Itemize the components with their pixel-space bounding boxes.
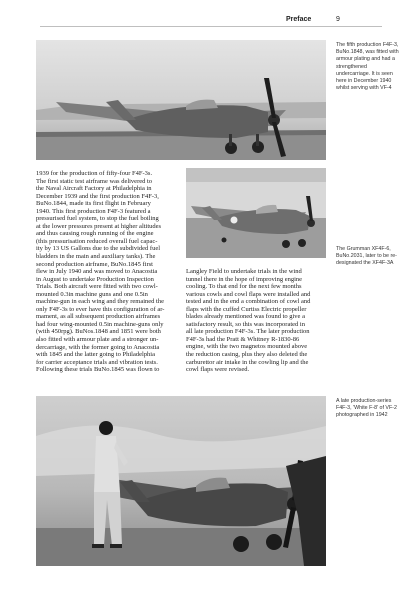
body-line: also fitted with armour plate and a stronger un- <box>36 336 159 344</box>
caption-top: The fifth production F4F-3, BuNo.1848, was fitted with armour plating and had a strengthened undercarriage. It is seen here in December 1940 whilst serving with VF-4 <box>336 42 399 92</box>
body-line: dercarriage, with the former going to Anacostia <box>36 343 160 351</box>
body-line: for carrier acceptance trials and vibration tests. <box>36 358 158 366</box>
body-line: 1939 for the production of fifty-four F4F-3s. <box>36 170 153 177</box>
body-line: BuNo.1844, made its first flight in February <box>36 200 151 208</box>
body-line: pressurised fuel system, to stop the fuel boiling <box>36 215 159 223</box>
body-line: in August to undertake Production Inspection <box>36 275 154 283</box>
running-header <box>0 16 420 28</box>
body-line: second production airframe, BuNo.1845 first <box>36 260 153 268</box>
caption-middle: The Grumman XF4F-6, BuNo.2031, later to be re-designated the XF4F-3A <box>336 246 397 267</box>
body-line: flaps with the cuffed Curtiss Electric propeller <box>186 305 307 313</box>
body-line: carburettor air intake in the cowling lip and the <box>186 358 309 366</box>
section-title: Preface <box>286 16 312 23</box>
body-line: Following these trials BuNo.1845 was flown to <box>36 366 160 374</box>
body-line: various cowls and cowl flaps were installed and <box>186 290 311 298</box>
photo-white-f8-vf2 <box>36 396 326 566</box>
body-line: machine-gun in each wing and they remained the <box>36 298 164 306</box>
body-line: with 1845 and the latter going to Philadelphia <box>36 351 155 359</box>
body-line: flew in July 1940 and was moved to Anacostia <box>36 268 158 276</box>
body-line: all late production F4F-3s. The later production <box>186 328 310 336</box>
body-line: The first static test airframe was delivered to <box>36 177 153 185</box>
caption-bottom: A late production-series F4F-3, 'White F-8' of VF-2 photographed in 1942 <box>336 398 397 419</box>
header-rule <box>40 26 382 27</box>
body-column-2 <box>186 268 332 374</box>
page-number: 9 <box>336 16 340 23</box>
body-line: (with 450rpg). BuNos.1848 and 1851 were both <box>36 328 161 336</box>
body-line: tunnel there in the hope of improving engine <box>186 275 303 283</box>
body-line: F4F-3s had the Pratt & Whitney R-1830-86 <box>186 335 300 343</box>
photo-xf4f6 <box>186 168 326 258</box>
body-line: ity by 13 US Gallons due to the subdivided fuel <box>36 245 161 253</box>
body-line: the reduction casing, plus they also deleted the <box>186 351 308 359</box>
body-line: and thus causing rough running of the engine <box>36 230 154 238</box>
body-line: 1940. This first production F4F-3 featured a <box>36 207 151 215</box>
body-line: (this pressurisation reduced overall fuel capac- <box>36 237 158 245</box>
body-column-1 <box>36 170 182 374</box>
body-line: engine, with the two magnetos mounted above <box>186 343 308 351</box>
body-line: the Naval Aircraft Factory at Philadelphia in <box>36 185 152 193</box>
body-line: mament, as all subsequent production airframes <box>36 313 161 321</box>
body-line: tested and in the end a combination of cowl and <box>186 298 311 306</box>
body-line: blades already mentioned was found to give a <box>186 313 305 321</box>
body-line: bladders in the main and auxiliary tanks). The <box>36 253 156 261</box>
body-line: December 1939 and the first production F4F-3, <box>36 192 159 200</box>
body-line: cooling. To that end for the next few months <box>186 283 302 291</box>
photo-f4f3-bu1848 <box>36 40 326 160</box>
body-line: Trials. Both aircraft were fitted with two cowl- <box>36 283 158 291</box>
body-line: mounted 0.3in machine guns and one 0.5in <box>36 290 148 298</box>
body-line: cowl flaps were revised. <box>186 366 250 374</box>
body-line: at the lower pressures present at higher altitudes <box>36 222 162 230</box>
body-line: Langley Field to undertake trials in the wind <box>186 268 302 275</box>
body-line: had four wing-mounted 0.5in machine-guns only <box>36 320 164 328</box>
body-line: only F4F-3s to ever have this configuration of ar- <box>36 305 165 313</box>
body-line: satisfactory result, so this was incorporated in <box>186 320 305 328</box>
